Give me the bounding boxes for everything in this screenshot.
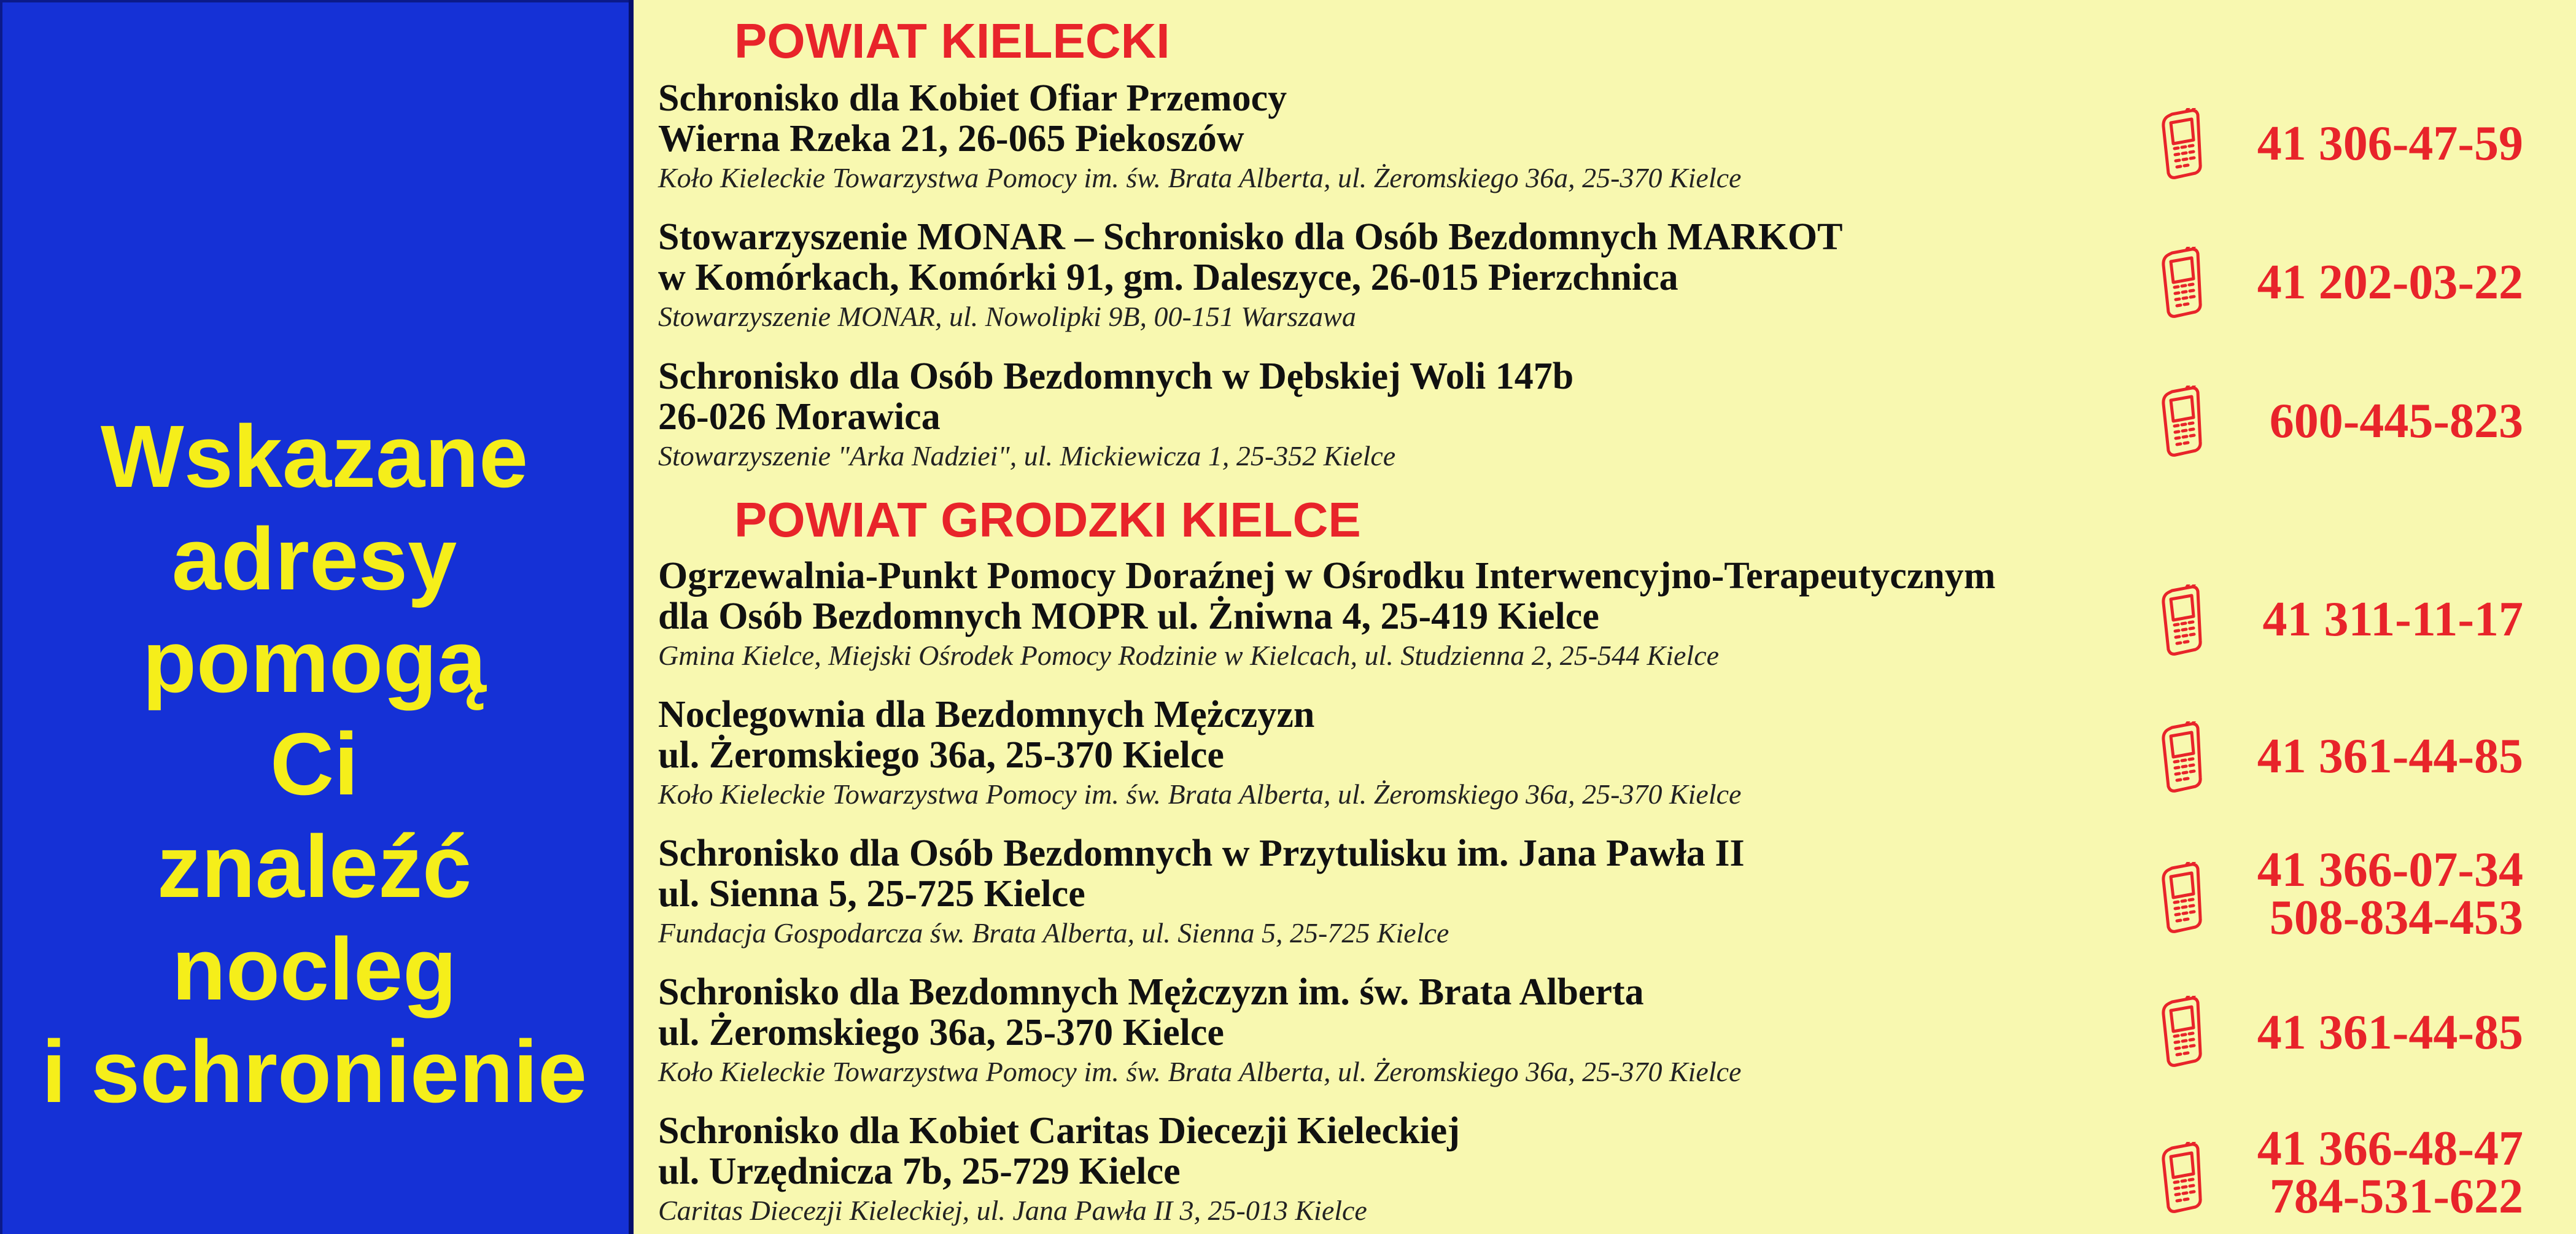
section-heading-powiat-grodzki-kielce: POWIAT GRODZKI KIELCE [734, 492, 1361, 547]
phone-number: 41 361-44-85 [2257, 1006, 2523, 1060]
shelter-address: dla Osób Bezdomnych MOPR ul. Żniwna 4, 25-419 Kielce [658, 596, 1599, 637]
slogan-line: nocleg [171, 920, 457, 1019]
slogan-line: i schronienie [41, 1022, 588, 1121]
phone-number: 41 202-03-22 [2257, 255, 2523, 309]
slogan-line: pomogą [142, 612, 486, 711]
shelter-address: Wierna Rzeka 21, 26-065 Piekoszów [658, 118, 1244, 160]
shelter-entry [658, 356, 2070, 475]
shelter-address: 26-026 Morawica [658, 396, 941, 438]
shelter-entry [658, 694, 2070, 813]
mobile-phone-icon [2160, 721, 2203, 794]
shelter-operator: Koło Kieleckie Towarzystwa Pomocy im. św. Brata Alberta, ul. Żeromskiego 36a, 25-370 Kielce [658, 778, 1742, 810]
slogan-line: znaleźć [157, 817, 472, 916]
shelter-address: w Komórkach, Komórki 91, gm. Daleszyce, 26-015 Pierzchnica [658, 257, 1678, 298]
shelter-name: Schronisko dla Osób Bezdomnych w Przytulisku im. Jana Pawła II [658, 832, 1745, 874]
shelter-entry [658, 78, 2070, 197]
shelter-operator: Koło Kieleckie Towarzystwa Pomocy im. św. Brata Alberta, ul. Żeromskiego 36a, 25-370 Kielce [658, 1056, 1742, 1087]
slogan [0, 405, 629, 1123]
phone-number: 508-834-453 [2269, 891, 2523, 945]
mobile-phone-icon [2160, 996, 2203, 1068]
panel-border-top [0, 0, 629, 2]
mobile-phone-icon [2160, 1142, 2203, 1214]
shelter-address: ul. Sienna 5, 25-725 Kielce [658, 873, 1085, 915]
shelter-operator: Stowarzyszenie "Arka Nadziei", ul. Mickiewicza 1, 25-352 Kielce [658, 440, 1396, 471]
section-heading-powiat-kielecki: POWIAT KIELECKI [734, 14, 1170, 68]
phone-number: 41 366-48-47 [2257, 1122, 2523, 1176]
shelter-name: Schronisko dla Bezdomnych Mężczyzn im. św. Brata Alberta [658, 971, 1644, 1013]
phone-number: 600-445-823 [2269, 394, 2523, 448]
shelter-entry [658, 217, 2070, 336]
mobile-phone-icon [2160, 108, 2203, 180]
phone-number: 41 311-11-17 [2262, 592, 2523, 646]
shelter-operator: Gmina Kielce, Miejski Ośrodek Pomocy Rodzinie w Kielcach, ul. Studzienna 2, 25-544 Kielce [658, 640, 1720, 671]
phone-number: 41 361-44-85 [2257, 729, 2523, 783]
shelter-name: Ogrzewalnia-Punkt Pomocy Doraźnej w Ośrodku Interwencyjno-Terapeutycznym [658, 555, 1996, 597]
shelter-name: Schronisko dla Kobiet Caritas Diecezji Kieleckiej [658, 1110, 1460, 1152]
shelter-operator: Fundacja Gospodarcza św. Brata Alberta, ul. Sienna 5, 25-725 Kielce [658, 917, 1449, 949]
mobile-phone-icon [2160, 584, 2203, 657]
shelter-operator: Caritas Diecezji Kieleckiej, ul. Jana Pawła II 3, 25-013 Kielce [658, 1195, 1367, 1226]
phone-number: 784-531-622 [2269, 1170, 2523, 1224]
shelter-address: ul. Żeromskiego 36a, 25-370 Kielce [658, 734, 1224, 776]
shelter-entry [658, 972, 2070, 1091]
shelter-address: ul. Urzędnicza 7b, 25-729 Kielce [658, 1151, 1181, 1192]
mobile-phone-icon [2160, 247, 2203, 319]
mobile-phone-icon [2160, 862, 2203, 934]
phone-number: 41 306-47-59 [2257, 117, 2523, 171]
shelter-name: Noclegownia dla Bezdomnych Mężczyzn [658, 694, 1315, 735]
shelter-entry [658, 1111, 2070, 1230]
shelter-entry [658, 556, 2070, 675]
mobile-phone-icon [2160, 386, 2203, 458]
panel-divider [629, 0, 634, 1234]
phone-number: 41 366-07-34 [2257, 843, 2523, 897]
shelter-entry [658, 833, 2070, 952]
slogan-line: Wskazane [100, 407, 529, 506]
slogan-line: Ci [270, 715, 359, 813]
slogan-line: adresy [171, 510, 457, 608]
shelter-name: Schronisko dla Osób Bezdomnych w Dębskiej Woli 147b [658, 355, 1574, 397]
shelter-operator: Koło Kieleckie Towarzystwa Pomocy im. św. Brata Alberta, ul. Żeromskiego 36a, 25-370 Kielce [658, 162, 1742, 193]
shelter-operator: Stowarzyszenie MONAR, ul. Nowolipki 9B, 00-151 Warszawa [658, 301, 1356, 332]
cropped-text-remnant [658, 0, 1002, 1]
shelter-name: Schronisko dla Kobiet Ofiar Przemocy [658, 77, 1287, 119]
shelter-name: Stowarzyszenie MONAR – Schronisko dla Osób Bezdomnych MARKOT [658, 216, 1843, 258]
shelter-address: ul. Żeromskiego 36a, 25-370 Kielce [658, 1012, 1224, 1054]
